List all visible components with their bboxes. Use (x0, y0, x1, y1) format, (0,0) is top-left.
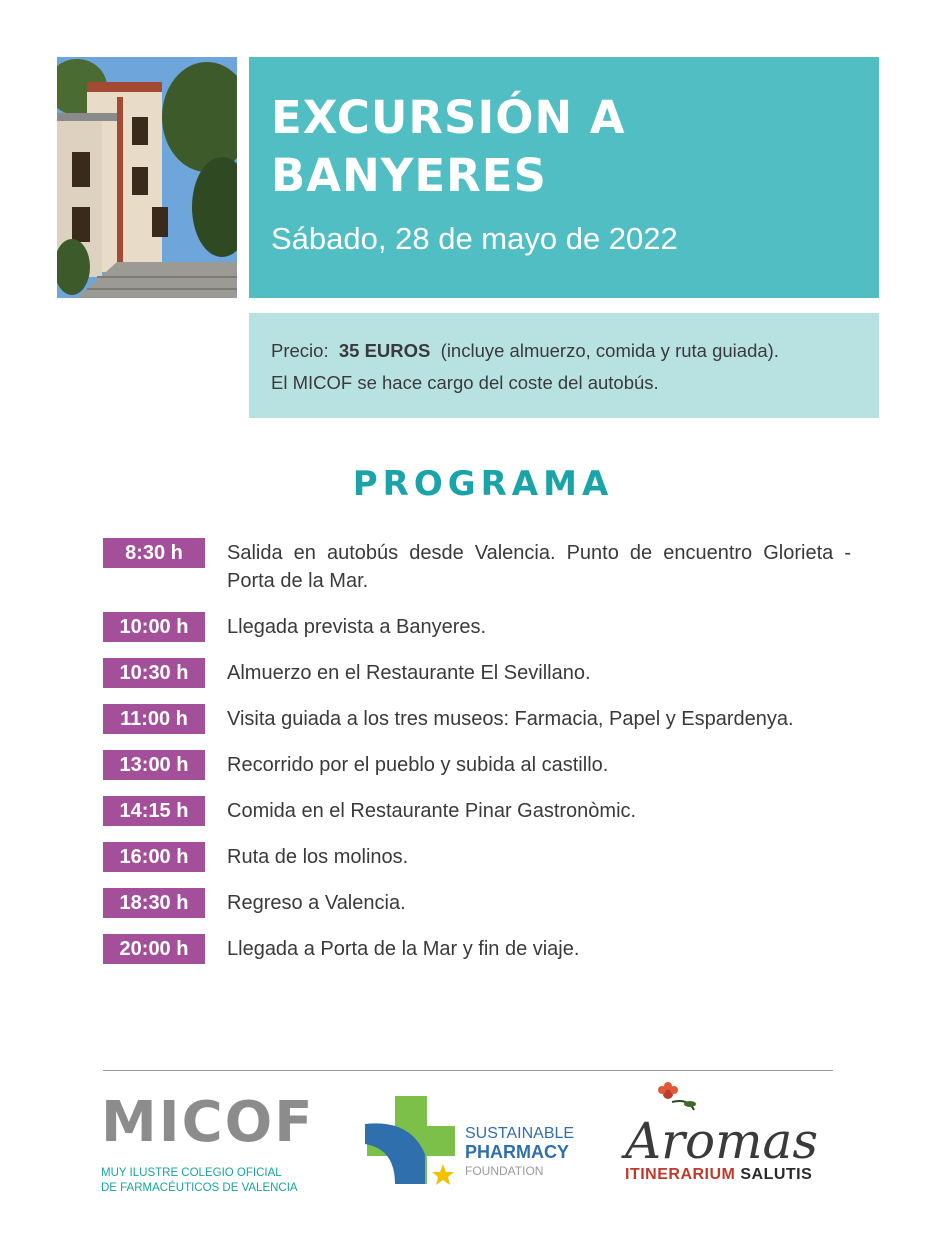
event-title (271, 89, 857, 205)
event-date: Sábado, 28 de mayo de 2022 (271, 221, 678, 256)
micof-wordmark: MICOF (101, 1090, 315, 1155)
schedule-row (103, 842, 851, 872)
schedule-time: 16:00 h (103, 842, 205, 872)
schedule-time: 10:30 h (103, 658, 205, 688)
sustainable-pharmacy-text (465, 1124, 574, 1181)
schedule-row (103, 658, 851, 688)
schedule-text: Recorrido por el pueblo y subida al castillo. (227, 754, 609, 776)
schedule-text: Llegada a Porta de la Mar y fin de viaje. (227, 938, 580, 960)
title-banner (249, 57, 879, 298)
aromas-wordmark: Aromas (625, 1112, 818, 1170)
event-title-line1: EXCURSIÓN A (271, 91, 626, 144)
schedule-row (103, 934, 851, 964)
building-photo-icon (57, 57, 237, 298)
micof-logo (101, 1090, 321, 1194)
schedule-text: Comida en el Restaurante Pinar Gastronòmic. (227, 800, 637, 822)
sustainable-pharmacy-logo (365, 1094, 585, 1194)
footer-divider (103, 1070, 833, 1071)
sp-line3: FOUNDATION (465, 1164, 544, 1178)
schedule-text: Almuerzo en el Restaurante El Sevillano. (227, 662, 591, 684)
schedule-row (103, 704, 851, 734)
aromas-logo (595, 1080, 835, 1195)
price-amount: 35 EUROS (338, 340, 431, 361)
schedule-text: Regreso a Valencia. (227, 892, 406, 914)
programa-heading: PROGRAMA (352, 464, 614, 504)
price-line (271, 335, 857, 367)
price-includes: (incluye almuerzo, comida y ruta guiada). (440, 340, 779, 361)
schedule-row (103, 888, 851, 918)
aromas-sub1: ITINERARIUM (625, 1166, 736, 1183)
schedule-time: 14:15 h (103, 796, 205, 826)
micof-subtitle (101, 1166, 321, 1196)
micof-subtitle-line1: MUY ILUSTRE COLEGIO OFICIAL (101, 1167, 282, 1179)
schedule-time: 10:00 h (103, 612, 205, 642)
schedule-row (103, 538, 851, 595)
sp-line2: PHARMACY (465, 1142, 570, 1162)
aromas-sub2: SALUTIS (740, 1166, 813, 1183)
event-title-line2: BANYERES (271, 149, 547, 202)
price-label: Precio: (271, 340, 329, 361)
aromas-subtitle (625, 1166, 812, 1184)
building-photo (57, 57, 237, 298)
schedule-text: Salida en autobús desde Valencia. Punto de encuentro Glorieta - Porta de la Mar. (227, 542, 851, 592)
schedule-text: Ruta de los molinos. (227, 846, 409, 868)
sp-line1: SUSTAINABLE (465, 1125, 575, 1142)
schedule-row (103, 750, 851, 780)
bus-note: El MICOF se hace cargo del coste del autobús. (271, 372, 659, 393)
schedule-time: 11:00 h (103, 704, 205, 734)
schedule-text: Visita guiada a los tres museos: Farmacia, Papel y Espardenya. (227, 708, 794, 730)
schedule-time: 13:00 h (103, 750, 205, 780)
pharmacy-cross-icon (365, 1094, 460, 1189)
schedule-time: 18:30 h (103, 888, 205, 918)
schedule-time: 20:00 h (103, 934, 205, 964)
schedule-row (103, 612, 851, 642)
schedule-row (103, 796, 851, 826)
micof-subtitle-line2: DE FARMACÉUTICOS DE VALENCIA (101, 1182, 298, 1194)
schedule-text: Llegada prevista a Banyeres. (227, 616, 487, 638)
price-box (249, 313, 879, 418)
schedule-time: 8:30 h (103, 538, 205, 568)
